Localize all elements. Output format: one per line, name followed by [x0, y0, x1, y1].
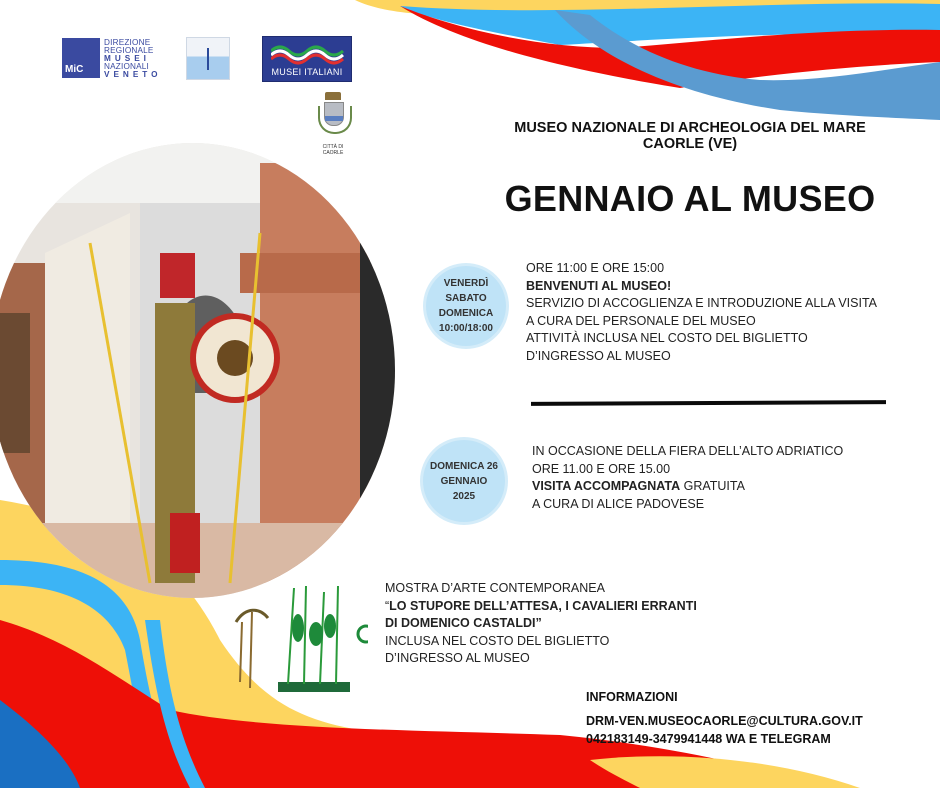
musei-italiani-logo: [262, 36, 352, 82]
contact-info: [586, 688, 863, 748]
sculpture-image: [228, 582, 368, 694]
crown-icon: [325, 92, 341, 100]
event-guided-tour-description: IN OCCASIONE DELLA FIERA DELL’ALTO ADRIATICO ORE 11.00 E ORE 15.00 VISITA ACCOMPAGNATA GRATUITA A CURA DI ALICE PADOVESE: [532, 444, 844, 511]
info-heading: INFORMAZIONI: [586, 690, 678, 704]
exhibition-description: MOSTRA D’ARTE CONTEMPORANEA “LO STUPORE DELL’ATTESA, I CAVALIERI ERRANTI DI DOMENICO CASTALDI” INCLUSA NEL COSTO DEL BIGLIETTO D’INGRESSO AL MUSEO: [385, 581, 697, 665]
mic-veneto-logo: [62, 38, 162, 79]
mic-text: DIREZIONE REGIONALE MUSEI NAZIONALI VENETO: [104, 38, 162, 79]
caorle-label: CITTÀ DI CAORLE: [322, 144, 344, 156]
museum-name: MUSEO NAZIONALE DI ARCHEOLOGIA DEL MARE CAORLE (VE): [514, 120, 866, 152]
museum-photo: [0, 143, 395, 598]
event-welcome-description: ORE 11:00 E ORE 15:00 BENVENUTI AL MUSEO! SERVIZIO DI ACCOGLIENZA E INTRODUZIONE ALLA VISITA A CURA DEL PERSONALE DEL MUSEO ATTIVITÀ INCLUSA NEL COSTO DEL BIGLIETTO D’INGRESSO AL MUSEO: [526, 261, 878, 363]
coat-of-arms-icon: [324, 102, 344, 126]
museo-mare-logo: [186, 37, 230, 80]
musei-italiani-label: MUSEI ITALIANI: [271, 67, 343, 77]
anchor-icon: [207, 48, 209, 70]
contact-phone[interactable]: 042183149-3479941448 WA E TELEGRAM: [586, 732, 831, 746]
contact-email[interactable]: DRM-VEN.MUSEOCAORLE@CULTURA.GOV.IT: [586, 714, 863, 728]
mic-badge: MiC: [62, 38, 100, 78]
page-title: GENNAIO AL MUSEO: [504, 178, 876, 219]
citta-caorle-logo: [312, 92, 354, 156]
schedule-badge-weekend: VENERDÌ SABATO DOMENICA 10:00/18:00: [426, 266, 506, 346]
schedule-badge-sunday: DOMENICA 26 GENNAIO 2025: [423, 440, 505, 522]
tricolor-wave-icon: [271, 43, 345, 65]
